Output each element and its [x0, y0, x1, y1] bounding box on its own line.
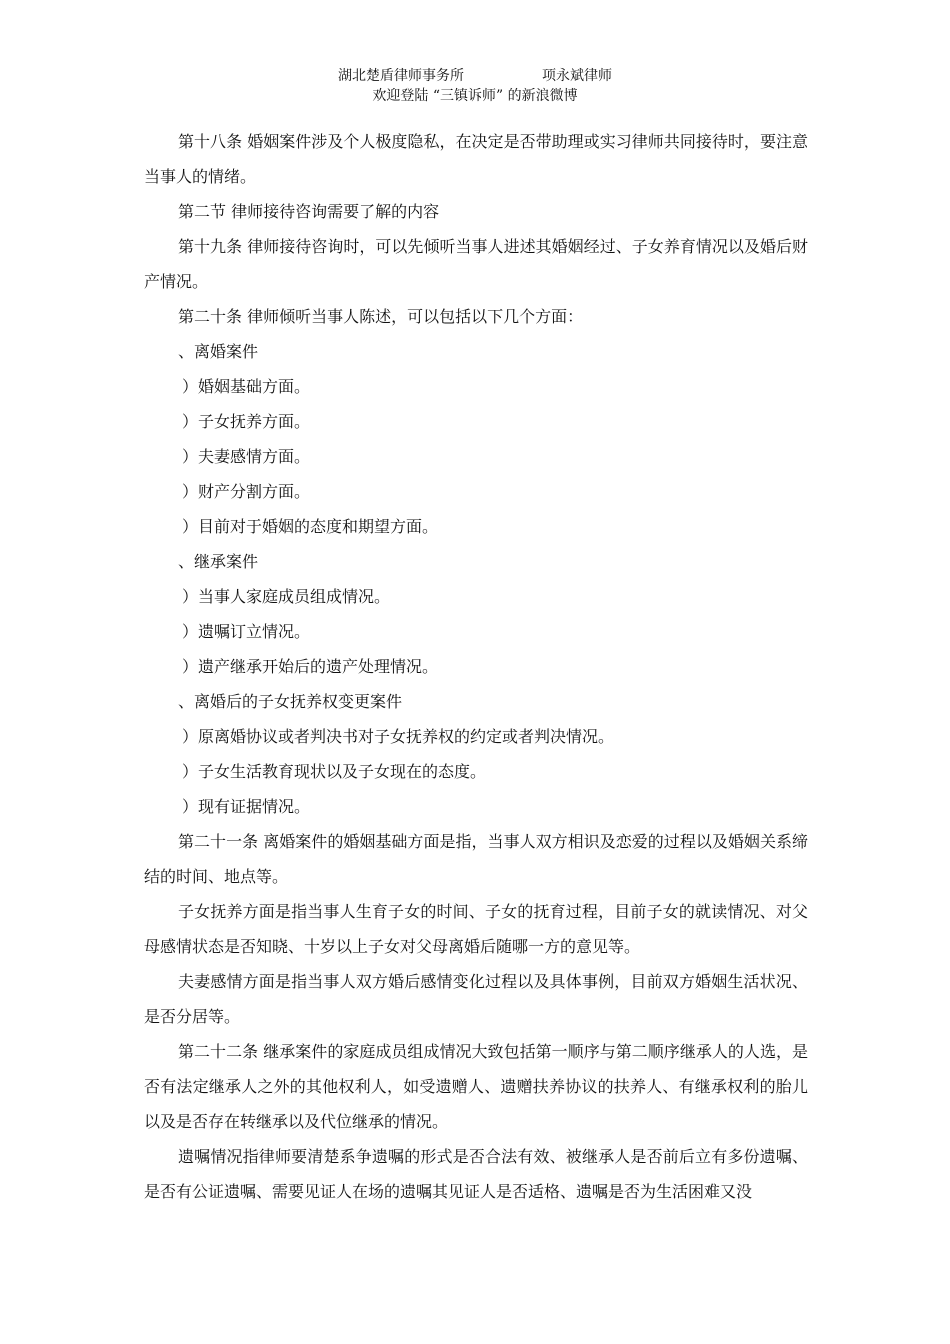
list-item: ）婚姻基础方面。	[182, 377, 311, 396]
list-item: ）财产分割方面。	[182, 482, 311, 501]
article-22: 第二十二条 继承案件的家庭成员组成情况大致包括第一顺序与第二顺序继承人的人选，是否有法定继承人之外的其他权利人，如受遗赠人、遗赠扶养协议的扶养人、有继承权利的胎儿以及是否存在转继承以及代位继承的情况。	[144, 1042, 808, 1131]
page-header	[0, 66, 950, 106]
list-item: ）原离婚协议或者判决书对子女抚养权的约定或者判决情况。	[182, 727, 615, 746]
header-line-2	[0, 86, 950, 106]
document-body	[144, 124, 808, 1209]
list-heading-custody: 、离婚后的子女抚养权变更案件	[178, 692, 403, 711]
list-item: ）夫妻感情方面。	[182, 447, 311, 466]
section-2-heading: 第二节 律师接待咨询需要了解的内容	[178, 202, 440, 221]
list-item: ）现有证据情况。	[182, 797, 311, 816]
list-item: ）目前对于婚姻的态度和期望方面。	[182, 517, 439, 536]
list-item: ）遗嘱订立情况。	[182, 622, 311, 641]
lawyer-name: 项永斌律师	[542, 68, 612, 84]
list-item: ）当事人家庭成员组成情况。	[182, 587, 391, 606]
list-heading-inheritance: 、继承案件	[178, 552, 259, 571]
list-item: ）子女生活教育现状以及子女现在的态度。	[182, 762, 487, 781]
list-heading-divorce: 、离婚案件	[178, 342, 259, 361]
list-item: ）遗产继承开始后的遗产处理情况。	[182, 657, 439, 676]
header-line-1	[0, 66, 950, 86]
article-20: 第二十条 律师倾听当事人陈述，可以包括以下几个方面：	[178, 307, 584, 326]
article-21: 第二十一条 离婚案件的婚姻基础方面是指，当事人双方相识及恋爱的过程以及婚姻关系缔结的时间、地点等。	[144, 832, 808, 886]
weibo-notice: 欢迎登陆 “三镇诉师” 的新浪微博	[372, 88, 578, 104]
list-item: ）子女抚养方面。	[182, 412, 311, 431]
will-paragraph: 遗嘱情况指律师要清楚系争遗嘱的形式是否合法有效、被继承人是否前后立有多份遗嘱、是否有公证遗嘱、需要见证人在场的遗嘱其见证人是否适格、遗嘱是否为生活困难又没	[144, 1147, 808, 1201]
child-custody-paragraph: 子女抚养方面是指当事人生育子女的时间、子女的抚育过程，目前子女的就读情况、对父母感情状态是否知晓、十岁以上子女对父母离婚后随哪一方的意见等。	[144, 902, 808, 956]
article-18: 第十八条 婚姻案件涉及个人极度隐私，在决定是否带助理或实习律师共同接待时，要注意当事人的情绪。	[144, 132, 808, 186]
marital-relationship-paragraph: 夫妻感情方面是指当事人双方婚后感情变化过程以及具体事例，目前双方婚姻生活状况、是否分居等。	[144, 972, 808, 1026]
firm-name: 湖北楚盾律师事务所	[338, 68, 464, 84]
article-19: 第十九条 律师接待咨询时，可以先倾听当事人进述其婚姻经过、子女养育情况以及婚后财产情况。	[144, 237, 808, 291]
